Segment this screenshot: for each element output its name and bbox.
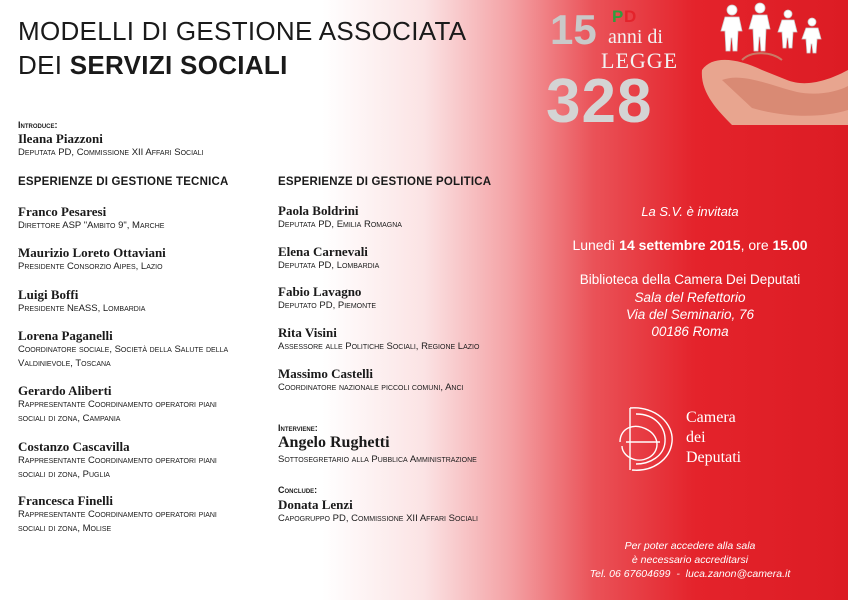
- camera-line-1: Camera: [686, 409, 736, 426]
- svg-text:P: P: [612, 7, 624, 26]
- politica-heading: ESPERIENZE DI GESTIONE POLITICA: [278, 176, 492, 188]
- time-prefix: , ore: [740, 237, 773, 253]
- politica-name: Fabio Lavagno: [278, 284, 362, 299]
- tecnica-role: Rappresentante Coordinamento operatori piani: [18, 509, 217, 520]
- time-bold: 15.00: [772, 237, 808, 253]
- date-bold: 14 settembre 2015: [619, 237, 741, 253]
- title-line-2: [18, 50, 288, 81]
- conclude-name: Donata Lenzi: [278, 497, 353, 512]
- tecnica-name: Lorena Paganelli: [18, 328, 113, 343]
- tecnica-name: Gerardo Aliberti: [18, 383, 112, 398]
- tecnica-role: Rappresentante Coordinamento operatori piani: [18, 455, 217, 466]
- event-venue: Biblioteca della Camera Dei Deputati: [579, 272, 801, 287]
- tecnica-role: Presidente Consorzio Aipes, Lazio: [18, 261, 163, 272]
- tecnica-role: Coordinatore sociale, Società della Salute della: [18, 344, 229, 355]
- tecnica-name: Luigi Boffi: [18, 287, 79, 302]
- conclude-label: Conclude:: [278, 485, 318, 495]
- conclude-role: Capogruppo PD, Commissione XII Affari Sociali: [278, 513, 478, 524]
- logo-anni: anni di: [608, 26, 663, 48]
- title-bold: SERVIZI SOCIALI: [69, 50, 288, 80]
- tecnica-role: sociali di zona, Molise: [18, 523, 112, 534]
- tecnica-heading: ESPERIENZE DI GESTIONE TECNICA: [18, 176, 229, 188]
- intro-name: Ileana Piazzoni: [18, 131, 103, 146]
- hands-family-illustration: [692, 0, 848, 125]
- tecnica-role: sociali di zona, Campania: [18, 413, 121, 424]
- interviene-role: Sottosegretario alla Pubblica Amministrazione: [278, 454, 477, 465]
- date-prefix: Lunedì: [572, 237, 620, 253]
- politica-name: Elena Carnevali: [278, 244, 368, 259]
- tecnica-name: Costanzo Cascavilla: [18, 439, 130, 454]
- tecnica-name: Franco Pesaresi: [18, 204, 107, 219]
- politica-role: Deputata PD, Lombardia: [278, 260, 380, 271]
- politica-name: Massimo Castelli: [278, 366, 373, 381]
- tecnica-role: Rappresentante Coordinamento operatori piani: [18, 399, 217, 410]
- politica-name: Paola Boldrini: [278, 203, 359, 218]
- politica-role: Deputato PD, Piemonte: [278, 300, 377, 311]
- logo-legge: LEGGE: [601, 48, 679, 73]
- access-line-1: Per poter accedere alla sala: [624, 540, 756, 552]
- logo-328: 328: [546, 67, 653, 136]
- event-room: Sala del Refettorio: [634, 290, 746, 305]
- event-city: 00186 Roma: [651, 324, 729, 339]
- politica-name: Rita Visini: [278, 325, 337, 340]
- politica-role: Assessore alle Politiche Sociali, Regione Lazio: [278, 341, 480, 352]
- camera-line-2: dei: [686, 429, 706, 446]
- tecnica-name: Maurizio Loreto Ottaviani: [18, 245, 166, 260]
- event-datetime: [540, 237, 840, 253]
- tecnica-role: Presidente NeASS, Lombardia: [18, 303, 146, 314]
- access-contact: Tel. 06 67604699 - luca.zanon@camera.it: [589, 568, 791, 580]
- tecnica-role: Direttore ASP "Ambito 9", Marche: [18, 220, 165, 231]
- interviene-name: Angelo Rughetti: [278, 434, 390, 451]
- politica-role: Coordinatore nazionale piccoli comuni, Anci: [278, 382, 464, 393]
- intro-label: Introduce:: [18, 120, 58, 130]
- camera-deputati-emblem-icon: [616, 402, 678, 476]
- intro-role: Deputata PD, Commissione XII Affari Sociali: [18, 147, 204, 158]
- svg-text:D: D: [624, 7, 637, 26]
- event-invited: La S.V. è invitata: [641, 204, 739, 219]
- politica-role: Deputata PD, Emilia Romagna: [278, 219, 402, 230]
- title-regular: DEI: [18, 50, 70, 80]
- event-street: Via del Seminario, 76: [625, 307, 755, 322]
- pd-logo-icon: [612, 6, 642, 26]
- tecnica-role: sociali di zona, Puglia: [18, 469, 110, 480]
- interviene-label: Interviene:: [278, 423, 318, 433]
- title-line-1: MODELLI DI GESTIONE ASSOCIATA: [18, 16, 467, 46]
- camera-line-3: Deputati: [686, 449, 742, 466]
- tecnica-role: Valdinievole, Toscana: [18, 358, 111, 369]
- tecnica-name: Francesca Finelli: [18, 493, 113, 508]
- access-line-2: è necessario accreditarsi: [631, 554, 749, 566]
- logo-15: 15: [550, 6, 597, 53]
